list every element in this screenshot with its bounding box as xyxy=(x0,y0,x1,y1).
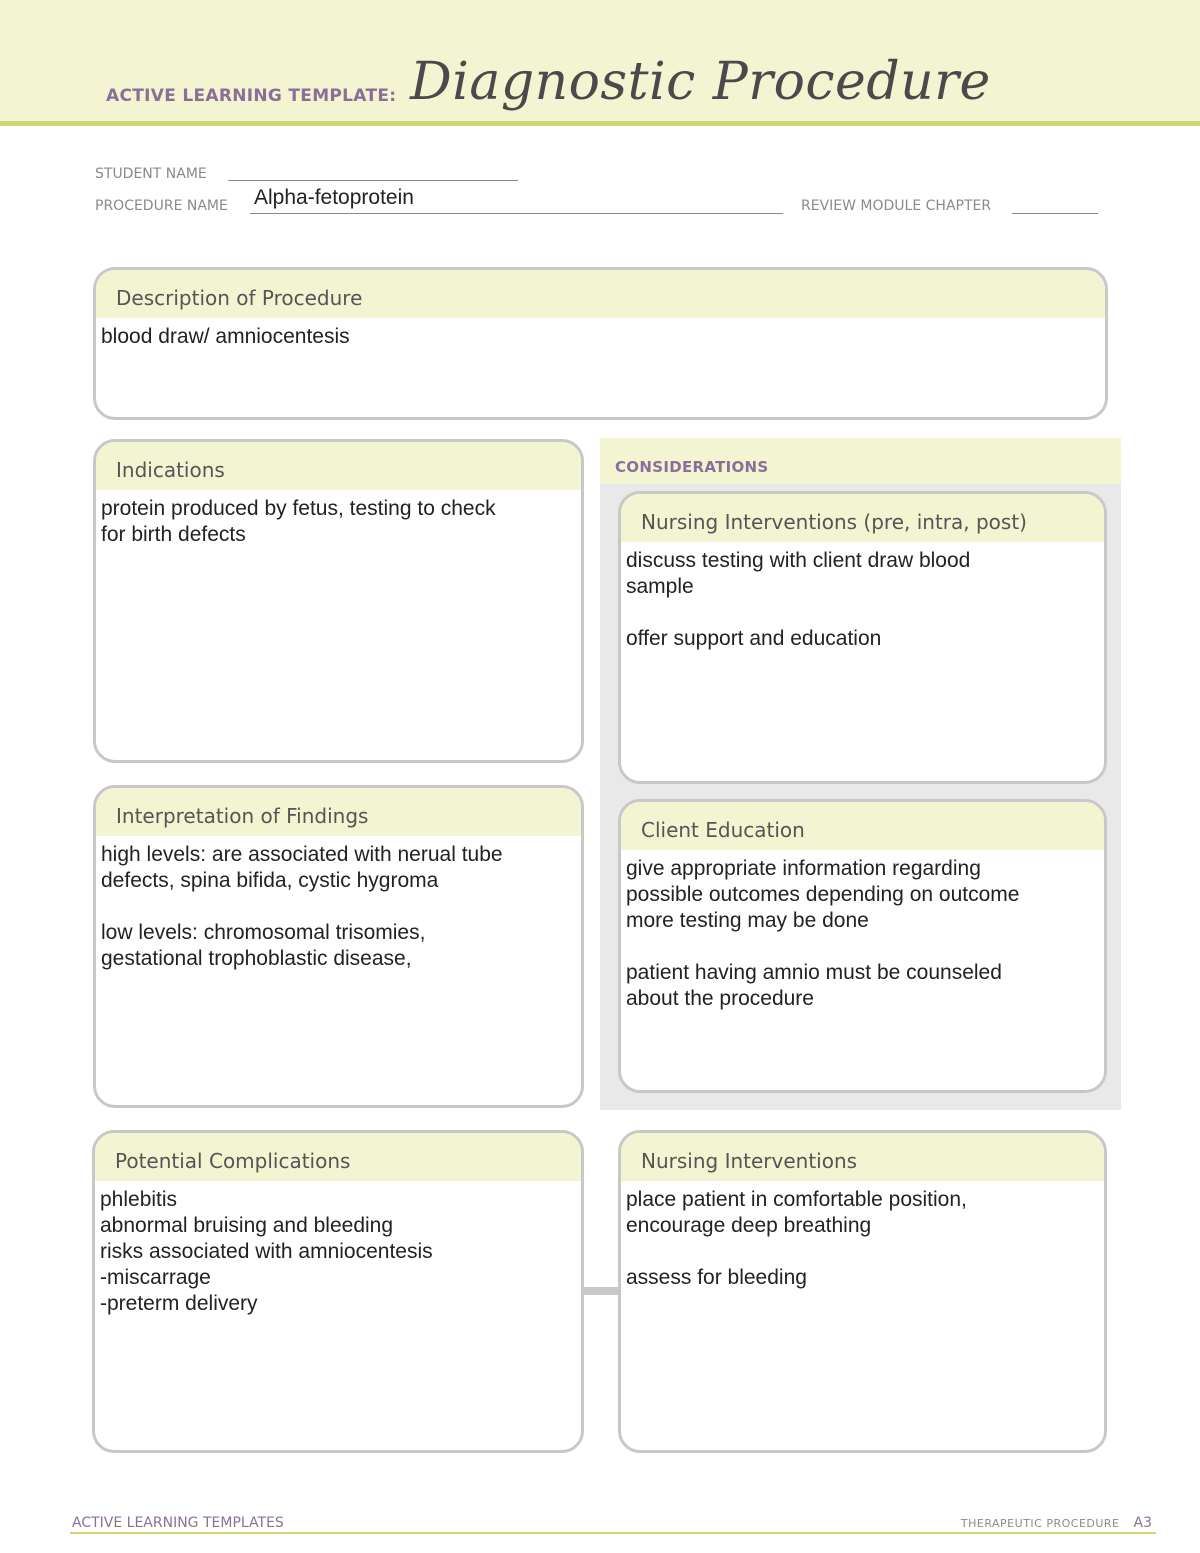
header-divider xyxy=(0,121,1200,126)
complications-content[interactable]: phlebitis abnormal bruising and bleeding risks associated with amniocentesis -miscarrage -preterm delivery xyxy=(100,1188,433,1315)
student-name-label: STUDENT NAME xyxy=(95,166,207,182)
footer-left-label: ACTIVE LEARNING TEMPLATES xyxy=(72,1515,284,1531)
indications-content[interactable]: protein produced by fetus, testing to check for birth defects xyxy=(101,497,496,546)
description-box xyxy=(93,267,1108,420)
nursing-interventions-box xyxy=(618,491,1107,784)
interpretation-title: Interpretation of Findings xyxy=(96,788,581,836)
footer-section-label: THERAPEUTIC PROCEDURE xyxy=(960,1517,1120,1530)
complication-interventions-content[interactable]: place patient in comfortable position, encourage deep breathing assess for bleeding xyxy=(626,1188,967,1289)
client-education-title: Client Education xyxy=(621,802,1104,850)
considerations-label: CONSIDERATIONS xyxy=(615,458,769,476)
description-title: Description of Procedure xyxy=(96,270,1105,318)
procedure-name-field[interactable]: Alpha-fetoprotein xyxy=(254,186,414,209)
client-education-content[interactable]: give appropriate information regarding possible outcomes depending on outcome more testing may be done patient having amnio must be counseled about the procedure xyxy=(626,857,1020,1010)
box-connector xyxy=(582,1287,622,1295)
footer-divider xyxy=(70,1532,1156,1534)
nursing-interventions-content[interactable]: discuss testing with client draw blood sample offer support and education xyxy=(626,549,971,650)
nursing-interventions-title: Nursing Interventions (pre, intra, post) xyxy=(621,494,1104,542)
page-number: A3 xyxy=(1133,1515,1152,1531)
review-module-label: REVIEW MODULE CHAPTER xyxy=(801,198,992,214)
complication-interventions-box xyxy=(618,1130,1107,1453)
interpretation-box xyxy=(93,785,584,1108)
template-title: Diagnostic Procedure xyxy=(410,52,991,112)
footer-right xyxy=(961,1515,1152,1531)
client-education-box xyxy=(618,799,1107,1093)
complications-title: Potential Complications xyxy=(95,1133,581,1181)
template-label: ACTIVE LEARNING TEMPLATE: xyxy=(106,86,397,106)
review-module-line xyxy=(1012,213,1098,214)
complications-box xyxy=(92,1130,584,1453)
indications-box xyxy=(93,439,584,763)
description-content[interactable]: blood draw/ amniocentesis xyxy=(101,325,350,348)
interpretation-content[interactable]: high levels: are associated with nerual tube defects, spina bifida, cystic hygroma low levels: chromosomal trisomies, gestational trophoblastic disease, xyxy=(101,843,503,970)
procedure-name-line xyxy=(250,213,783,214)
procedure-name-label: PROCEDURE NAME xyxy=(95,198,228,214)
indications-title: Indications xyxy=(96,442,581,490)
student-name-line xyxy=(228,180,518,181)
complication-interventions-title: Nursing Interventions xyxy=(621,1133,1104,1181)
